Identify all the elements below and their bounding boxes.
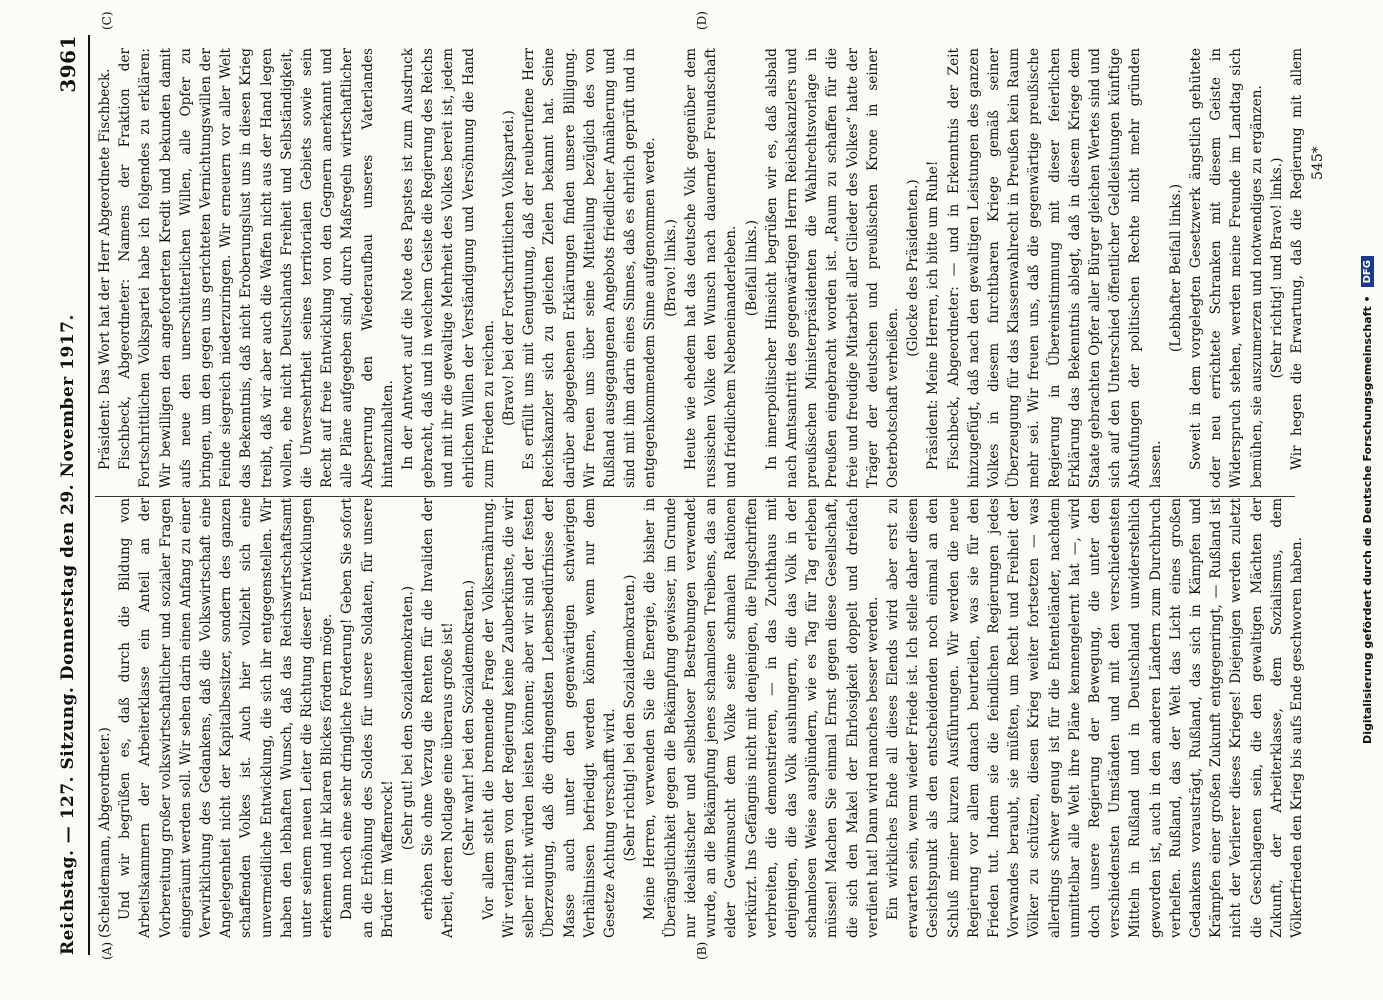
paragraph: Soweit in dem vorgelegten Gesetzwerk ängstlich gehütete oder neu errichtete Schranken mit diesem Geiste in Widerspruch stehen, werden meine Freunde im Landtag sich bemühen, sie auszumerzen und notwendiges zu ergänzen. [1187, 48, 1265, 488]
paragraph: Und wir begrüßen es, daß durch die Bildung von Arbeitskammern der Arbeiterklasse ein Anteil an der Vorbereitung großer volkswirtschaftlicher und sozialer Fragen eingeräumt werden soll. Wir sehen darin einen Anfang zu einer Verwirklichung des Gedankens, daß die Volkswirtschaft eine Angelegenheit nicht der Kapitalbesitzer, sondern des ganzen schaffenden Volkes ist. Auch hier vollzieht sich eine unvermeidliche Entwicklung, die sich ihr entgegenstellen. Wir haben den lebhaften Wunsch, daß das Reichswirtschaftsamt unter seinem neuen Leiter die Richtung dieser Entwicklungen erkennen und ihr klaren Blickes fördern möge. [117, 498, 336, 938]
interjection: (Glocke des Präsidenten.) [905, 179, 922, 357]
paragraph: Ein wirkliches Ende all dieses Elends wird aber erst zu erwarten sein, wenn wieder Friede ist. Ich stelle daher diesen Gesichtspunkt als den entscheidenden noch einmal an den Schluß meiner kurzen Ausführungen. Wir werden die neue Regierung vor allem danach beurteilen, was sie für den Frieden tut. Indem sie die feindlichen Regierungen jedes Vorwandes beraubt, sie müßten, um Recht und Freiheit der Völker zu schützen, diesen Krieg weiter fortsetzen — was allerdings schwer genug ist für die Ententeländer, nachdem unmittelbar alle Welt ihre Pläne kennengelernt hat —, wird doch unsere Regierung der Bewegung, die unter den verschiedensten Umständen und mit den verschiedensten Mitteln in Rußland und in Deutschland unwiderstehlich geworden ist, auch in den anderen Ländern zum Durchbruch verhelfen. Rußland, das der Welt das Licht eines großen Gedankens vorausträgt, Rußland, das sich in Kämpfen und Krämpfen einer großen Zukunft entgegenringt, — Rußland ist nicht der Verlierer dieses Krieges! Diejenigen werden zuletzt die Geschlagenen sein, die den gewaltigen Mächten der Zukunft, der Arbeiterklasse, dem Sozialismus, dem Völkerfrieden den Krieg bis aufs Ende geschworen haben. [884, 498, 1305, 938]
interjection: (Sehr richtig! bei den Sozialdemokraten.) [622, 574, 639, 862]
header-title: Reichstag. — 127. Sitzung. Donnerstag den 29. November 1917. [58, 314, 78, 955]
right-column [95, 48, 1305, 488]
page-header [48, 35, 90, 955]
dfg-logo: DFG [1361, 256, 1374, 287]
paragraph: Wir hegen die Erwartung, daß die Regierung mit allem [1288, 48, 1305, 470]
paragraph: Heute wie ehedem hat das deutsche Volk gegenüber dem russischen Volke den Wunsch nach dauernder Freundschaft und friedlichem Nebeneinanderleben. [682, 48, 740, 488]
interjection: (Beifall links.) [743, 219, 760, 317]
sheet-mark: 545* [1310, 146, 1326, 180]
paragraph: erhöhen Sie ohne Verzug die Renten für die Invaliden der Arbeit, deren Notlage eine überaus große ist! [420, 498, 457, 938]
paragraph: Meine Herren, verwenden Sie die Energie, die bisher in Überängstlichkeit gegen die Bekämpfung gewisser, im Grunde nur idealistischer und selbstloser Bestrebungen verwendet wurde, an die Bekämpfung jenes schamlosen Treibens, das an elder Gewinnsucht dem Volke seine schmalen Rationen verkürzt. Ins Gefängnis nicht mit denjenigen, die Flugschriften verbreiten, die demonstrieren, — in das Zuchthaus mit denjenigen, die das Volk aushungern, die das Volk in der schamlosen Weise ausplündern, wie es Tag für Tag erleben müssen! Machen Sie einmal Ernst gegen diese Gesellschaft, die sich den Makel der Ehrlosigkeit doppelt und dreifach verdient hat! Dann wird manches besser werden. [642, 498, 881, 938]
paragraph: Fischbeck, Abgeordneter: Namens der Fraktion der Fortschrittlichen Volkspartei habe ich folgendes zu erklären: Wir bewilligen den angeforderten Kredit und bekunden damit aufs neue den unerschütterlichen Willen, alle Opfer zu bringen, um den gegen uns gerichteten Vernichtungswillen der Feinde siegreich niederzuringen. Wir erneuern vor aller Welt das Bekenntnis, daß nicht Eroberungslust uns in diesen Krieg treibt, daß wir aber auch die Waffen nicht aus der Hand legen wollen, ehe nicht Deutschlands Freiheit und Selbständigkeit, die Unversehrtheit seines territorialen Gebiets sowie sein Recht auf freie Entwicklung von den Gegnern anerkannt und alle Pläne aufgegeben sind, durch Maßregeln wirtschaftlicher Absperrung den Wiederaufbau unseres Vaterlandes hintanzuhalten. [117, 48, 396, 488]
paragraph: Präsident: Das Wort hat der Herr Abgeordnete Fischbeck. [97, 68, 113, 470]
paragraph: Es erfüllt uns mit Genugtuung, daß der neuberufene Herr Reichskanzler sich zu gleichen Zielen bekannt hat. Seine darüber abgegebenen Erklärungen finden unsere Billigung. Wir freuen uns über seine Mitteilung bezüglich des von Rußland ausgegangenen Angebots friedlicher Annäherung und sind mit ihm darin eines Sinnes, daß es ehrlich geprüft und in entgegenkommendem Sinne aufgenommen werde. [521, 48, 659, 488]
interjection: (Bravo! bei der Fortschrittlichen Volkspartei.) [501, 110, 518, 426]
digitization-notice [1355, 0, 1379, 1000]
speaker-line: (Scheidemann, Abgeordneter.) [97, 727, 113, 938]
paragraph: In der Antwort auf die Note des Papstes ist zum Ausdruck gebracht, daß und in welchem Geiste die Regierung des Reichs und mit ihr die gewaltige Mehrheit des Volkes bereit ist, jedem ehrlichen Willen der Verständigung und Versöhnung die Hand zum Frieden zu reichen. [400, 48, 497, 488]
column-divider [95, 496, 1295, 497]
page-number: 3961 [56, 35, 80, 93]
paragraph: Fischbeck, Abgeordneter: — und in Erkenntnis der Zeit hinzugefügt, daß nach den gewaltigen Leistungen des ganzen Volkes in diesem furchtbaren Kriege gemäß seiner Überzeugung für das Klassenwahlrecht in Preußen kein Raum mehr sei. Wir freuen uns, daß die gegenwärtige preußische Regierung in Übereinstimmung mit dieser feierlichen Erklärung das Bekenntnis ablegt, daß in diesem Kriege dem Staate gebrachten Opfer aller Bürger gleichen Wertes sind und sich auf den Unterschied öffentlicher Geldleistungen künftige Abstufungen der politischen Rechte nicht mehr gründen lassen. [945, 48, 1164, 488]
paragraph: In innerpolitischer Hinsicht begrüßen wir es, daß alsbald nach Amtsantritt des gegenwärtigen Herrn Reichskanzlers und preußischen Ministerpräsidenten die Wahlrechtsvorlage in Preußen eingebracht worden ist. „Raum zu schaffen für die freie und freudige Mitarbeit aller Glieder des Volkes“ hatte der Träger der deutschen und preußischen Krone in seiner Osterbotschaft verheißen. [763, 48, 901, 488]
margin-marker-b: (B) [695, 941, 709, 960]
margin-marker-c: (C) [100, 11, 114, 30]
interjection: (Bravo! links.) [662, 219, 679, 317]
paragraph: Präsident: Meine Herren, ich bitte um Ruhe! [925, 160, 942, 470]
interjection: (Sehr wahr! bei den Sozialdemokraten.) [460, 579, 477, 857]
interjection: (Sehr richtig! und Bravo! links.) [1268, 157, 1285, 379]
notice-text: Digitalisierung gefördert durch die Deutsche Forschungsgemeinschaft • [1360, 295, 1374, 744]
margin-marker-a: (A) [100, 941, 114, 960]
interjection: (Lebhafter Beifall links.) [1167, 183, 1184, 353]
paragraph: Dann noch eine sehr dringliche Forderung! Geben Sie sofort an die Erhöhung des Soldes für unsere Soldaten, für unsere Brüder im Waffenrock! [339, 498, 396, 938]
interjection: (Sehr gut! bei den Sozialdemokraten.) [400, 585, 417, 851]
paragraph: Vor allem steht die brennende Frage der Volksernährung. Wir verlangen von der Regierung keine Zauberkünste, die wir selber nicht würden leisten können; aber wir sind der festen Überzeugung, daß die dringendsten Lebensbedürfnisse der Masse auch unter den gegenwärtigen schwierigen Verhältnissen befriedigt werden können, wenn nur dem Gesetze Achtung verschafft wird. [480, 498, 619, 938]
left-column [95, 498, 1305, 938]
margin-marker-d: (D) [695, 11, 709, 30]
